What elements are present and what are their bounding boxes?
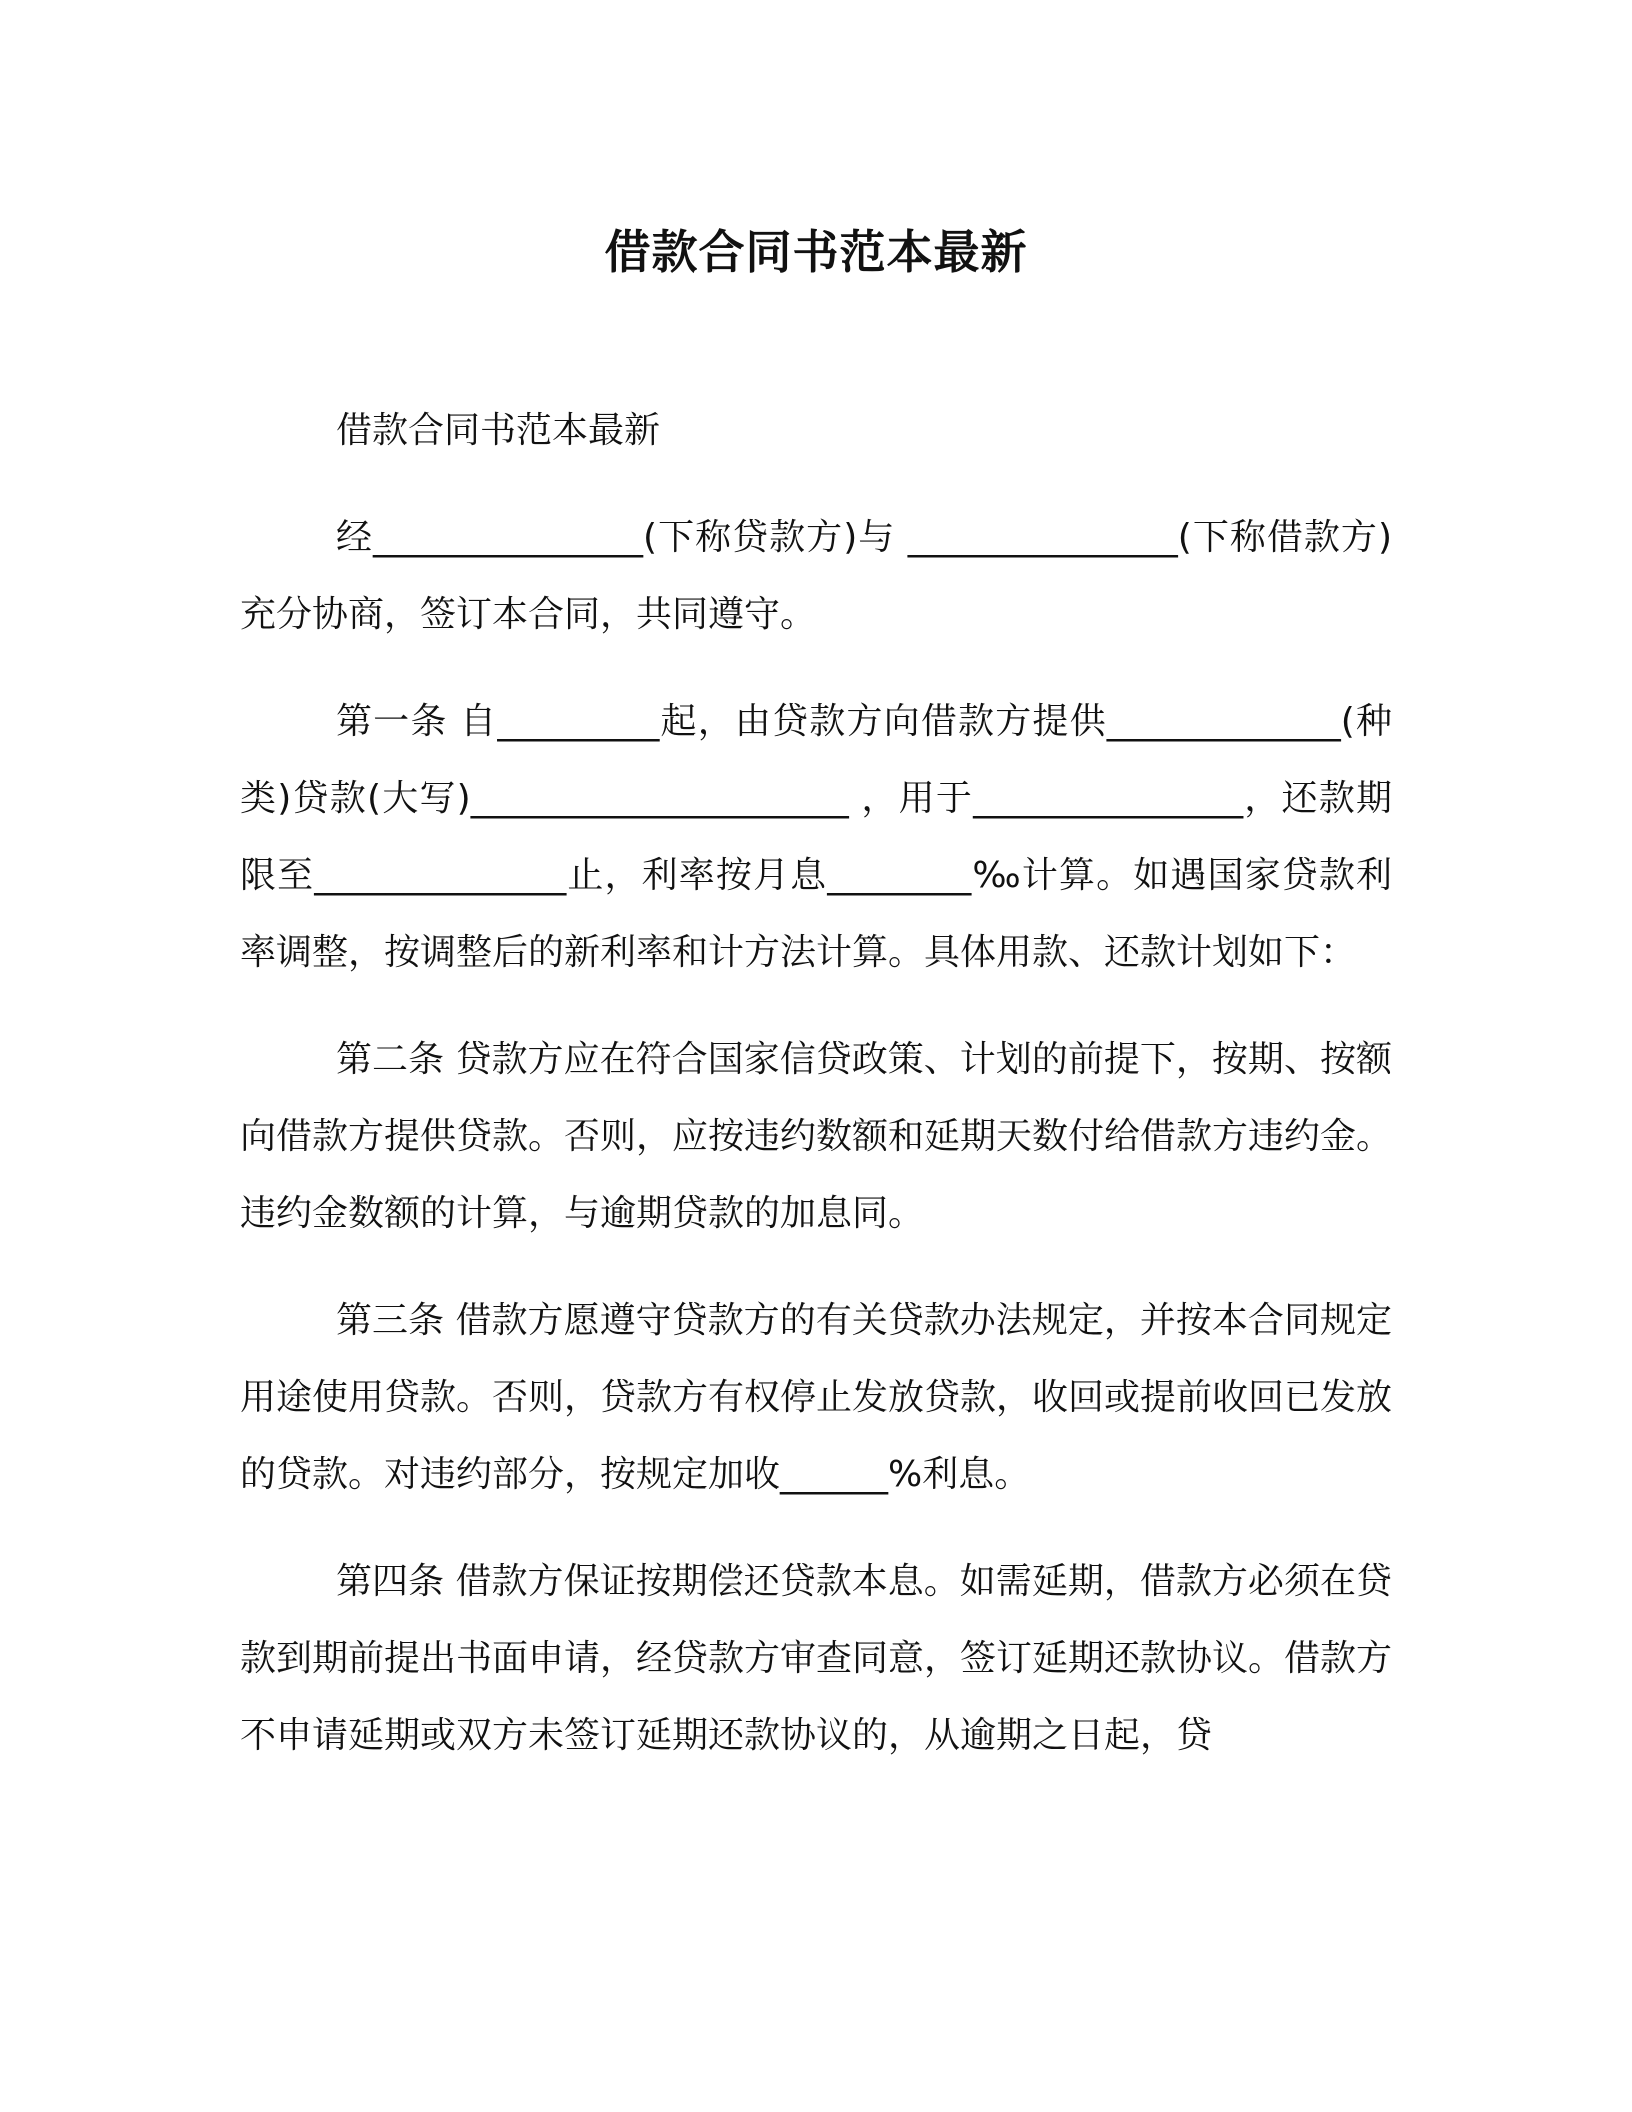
paragraph-heading: 借款合同书范本最新 [336,410,661,451]
document-body [240,392,1392,1774]
paragraph-article-1: 第一条 自_________起，由贷款方向借款方提供_____________(种类)贷款(大写)_____________________ ，用于_______________，还款期限至______________止，利率按月息________‰计算。如遇国家贷款利率调整，按调整后的新利率和计方法计算。具体用款、还款计划如下： [240,701,1392,973]
paragraph-article-2: 第二条 贷款方应在符合国家信贷政策、计划的前提下，按期、按额向借款方提供贷款。否则，应按违约数额和延期天数付给借款方违约金。违约金数额的计算，与逾期贷款的加息同。 [240,1039,1393,1234]
paragraph-intro: 经_______________(下称贷款方)与 _______________(下称借款方)充分协商，签订本合同，共同遵守。 [240,517,1392,635]
document-title: 借款合同书范本最新 [604,225,1028,279]
paragraph-article-3: 第三条 借款方愿遵守贷款方的有关贷款办法规定，并按本合同规定用途使用贷款。否则，贷款方有权停止发放贷款，收回或提前收回已发放的贷款。对违约部分，按规定加收______%利息。 [240,1300,1393,1495]
paragraph-article-4: 第四条 借款方保证按期偿还贷款本息。如需延期，借款方必须在贷款到期前提出书面申请，经贷款方审查同意，签订延期还款协议。借款方不申请延期或双方未签订延期还款协议的，从逾期之日起，贷 [240,1561,1393,1756]
